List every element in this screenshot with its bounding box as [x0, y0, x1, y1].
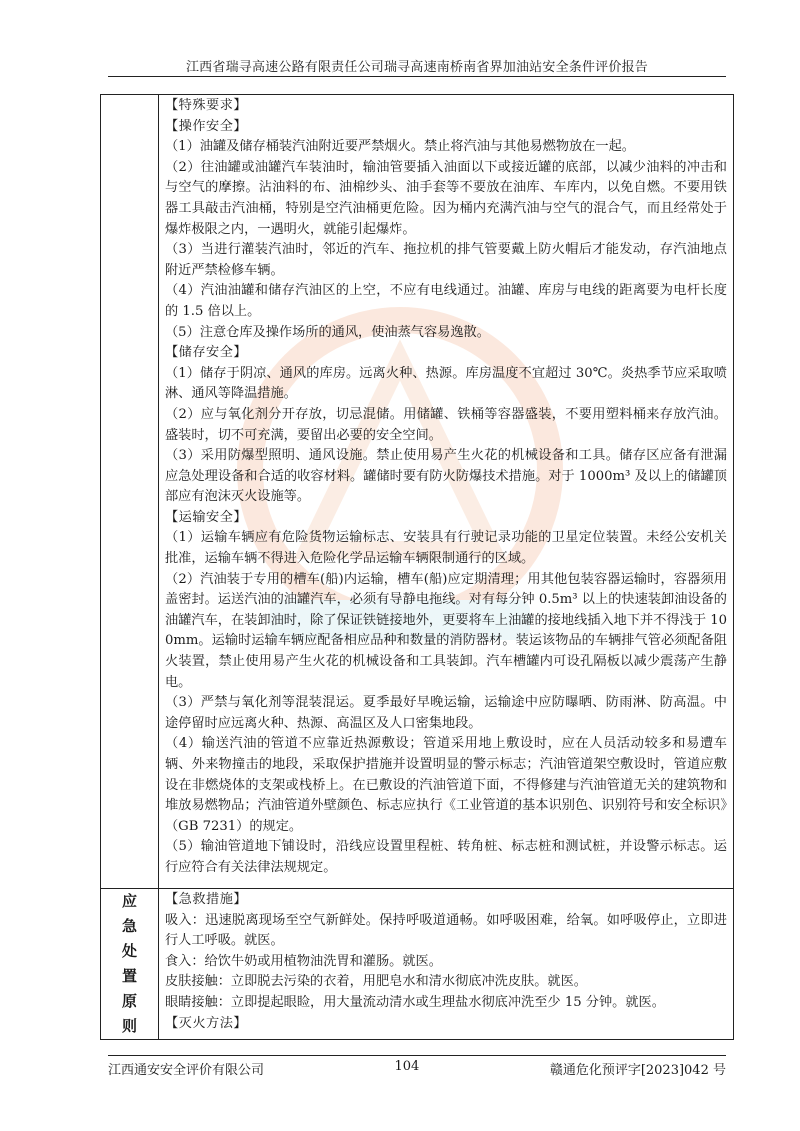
table-row-special-requirements: [101, 95, 734, 889]
section-heading: 【特殊要求】: [165, 98, 248, 113]
page-header: 江西省瑞寻高速公路有限责任公司瑞寻高速南桥南省界加油站安全条件评价报告: [185, 60, 648, 75]
section-heading: 【储存安全】: [165, 345, 248, 361]
row-label-text: 应急处置原则: [121, 892, 137, 1035]
paragraph: 吸入：迅速脱离现场至空气新鲜处。保持呼吸道通畅。如呼吸困难，给氧。如呼吸停止，立即进行人工呼吸。就医。: [165, 912, 727, 949]
content-cell-special-requirements: [159, 95, 734, 889]
paragraph: 眼睛接触：立即提起眼睑，用大量流动清水或生理盐水彻底冲洗至少 15 分钟。就医。: [165, 994, 665, 1010]
section-heading: 【运输安全】: [165, 509, 248, 525]
footer-page-number: 104: [394, 1059, 420, 1074]
content-cell-emergency: [159, 889, 734, 1040]
table-row-emergency: [101, 889, 734, 1040]
paragraph: （5）输油管道地下铺设时，沿线应设置里程桩、转角桩、标志桩和测试桩，并设警示标志。运行应符合有关法律法规规定。: [165, 839, 727, 875]
paragraph: （5）注意仓库及操作场所的通风，使油蒸气容易逸散。: [165, 324, 490, 340]
section-heading: 【急救措施】: [165, 892, 248, 907]
paragraph: （1）油罐及储存桶装汽油附近要严禁烟火。禁止将汽油与其他易燃物放在一起。: [165, 139, 635, 155]
row-label: [101, 889, 158, 1039]
paragraph: （3）采用防爆型照明、通风设施。禁止使用易产生火花的机械设备和工具。储存区应备有泄漏应急处理设备和合适的收容材料。罐储时要有防火防爆技术措施。对于 1000m³ 及以上的储罐顶部应有泡沫灭火设施等。: [165, 448, 727, 505]
content-block: [159, 95, 733, 879]
paragraph: （2）汽油装于专用的槽车(船)内运输，槽车(船)应定期清理；用其他包装容器运输时，容器须用盖密封。运送汽油的油罐汽车，必须有导静电拖线。对有每分钟 0.5m³ 以上的快速装卸油设备的油罐汽车，在装卸油时，除了保证铁链接地外，更要将车上油罐的接地线插入地下并不得浅于 100mm。运输时运输车辆应配备相应品种和数量的消防器材。装运该物品的车辆排气管必须配备阻火装置，禁止使用易产生火花的机械设备和工具装卸。汽车槽罐内可设孔隔板以减少震荡产生静电。: [165, 571, 727, 690]
paragraph: （4）汽油油罐和储存汽油区的上空，不应有电线通过。油罐、库房与电线的距离要为电杆长度的 1.5 倍以上。: [165, 283, 727, 319]
section-heading: 【操作安全】: [165, 118, 248, 134]
page-footer: [108, 1059, 726, 1078]
section-heading: 【灭火方法】: [165, 1015, 248, 1031]
footer-company: 江西通安安全评价有限公司: [108, 1063, 265, 1078]
document-table: [100, 94, 734, 1040]
paragraph: （3）当进行灌装汽油时，邻近的汽车、拖拉机的排气管要戴上防火帽后才能发动，存汽油地点附近严禁检修车辆。: [165, 242, 727, 278]
footer-rule: [108, 1055, 726, 1056]
paragraph: （2）应与氧化剂分开存放，切忌混储。用储罐、铁桶等容器盛装，不要用塑料桶来存放汽油。盛装时，切不可充满，要留出必要的安全空间。: [165, 406, 727, 443]
content-block: [159, 889, 733, 1034]
paragraph: （4）输送汽油的管道不应靠近热源敷设；管道采用地上敷设时，应在人员活动较多和易遭车辆、外来物撞击的地段，采取保护措施并设置明显的警示标志；汽油管道架空敷设时，管道应敷设在非燃烧体的支架或栈桥上。在已敷设的汽油管道下面，不得修建与汽油管道无关的建筑物和堆放易燃物品；汽油管道外壁颜色、标志应执行《工业管道的基本识别色、识别符号和安全标识》（GB 7231）的规定。: [165, 736, 727, 834]
paragraph: 食入：给饮牛奶或用植物油洗胃和灌肠。就医。: [165, 953, 442, 969]
paragraph: （1）储存于阴凉、通风的库房。远离火种、热源。库房温度不宜超过 30℃。炎热季节应采取喷淋、通风等降温措施。: [165, 365, 727, 402]
paragraph: （1）运输车辆应有危险货物运输标志、安装具有行驶记录功能的卫星定位装置。未经公安机关批准，运输车辆不得进入危险化学品运输车辆限制通行的区域。: [165, 530, 727, 567]
row-label-cell: [101, 889, 159, 1040]
paragraph: （3）严禁与氧化剂等混装混运。夏季最好早晚运输，运输途中应防曝晒、防雨淋、防高温。中途停留时应远离火种、热源、高温区及人口密集地段。: [165, 695, 727, 731]
paragraph: （2）往油罐或油罐汽车装油时，输油管要插入油面以下或接近罐的底部，以减少油料的冲击和与空气的摩擦。沾油料的布、油棉纱头、油手套等不要放在油库、车库内，以免自燃。不要用铁器工具敲击汽油桶，特别是空汽油桶更危险。因为桶内充满汽油与空气的混合气，而且经常处于爆炸极限之内，一遇明火，就能引起爆炸。: [165, 159, 727, 237]
paragraph: 皮肤接触：立即脱去污染的衣着，用肥皂水和清水彻底冲洗皮肤。就医。: [165, 974, 587, 990]
footer-doc-number: 赣通危化预评字[2023]042 号: [549, 1063, 726, 1078]
header-rule: [108, 76, 726, 77]
row-label-cell: [101, 95, 159, 889]
